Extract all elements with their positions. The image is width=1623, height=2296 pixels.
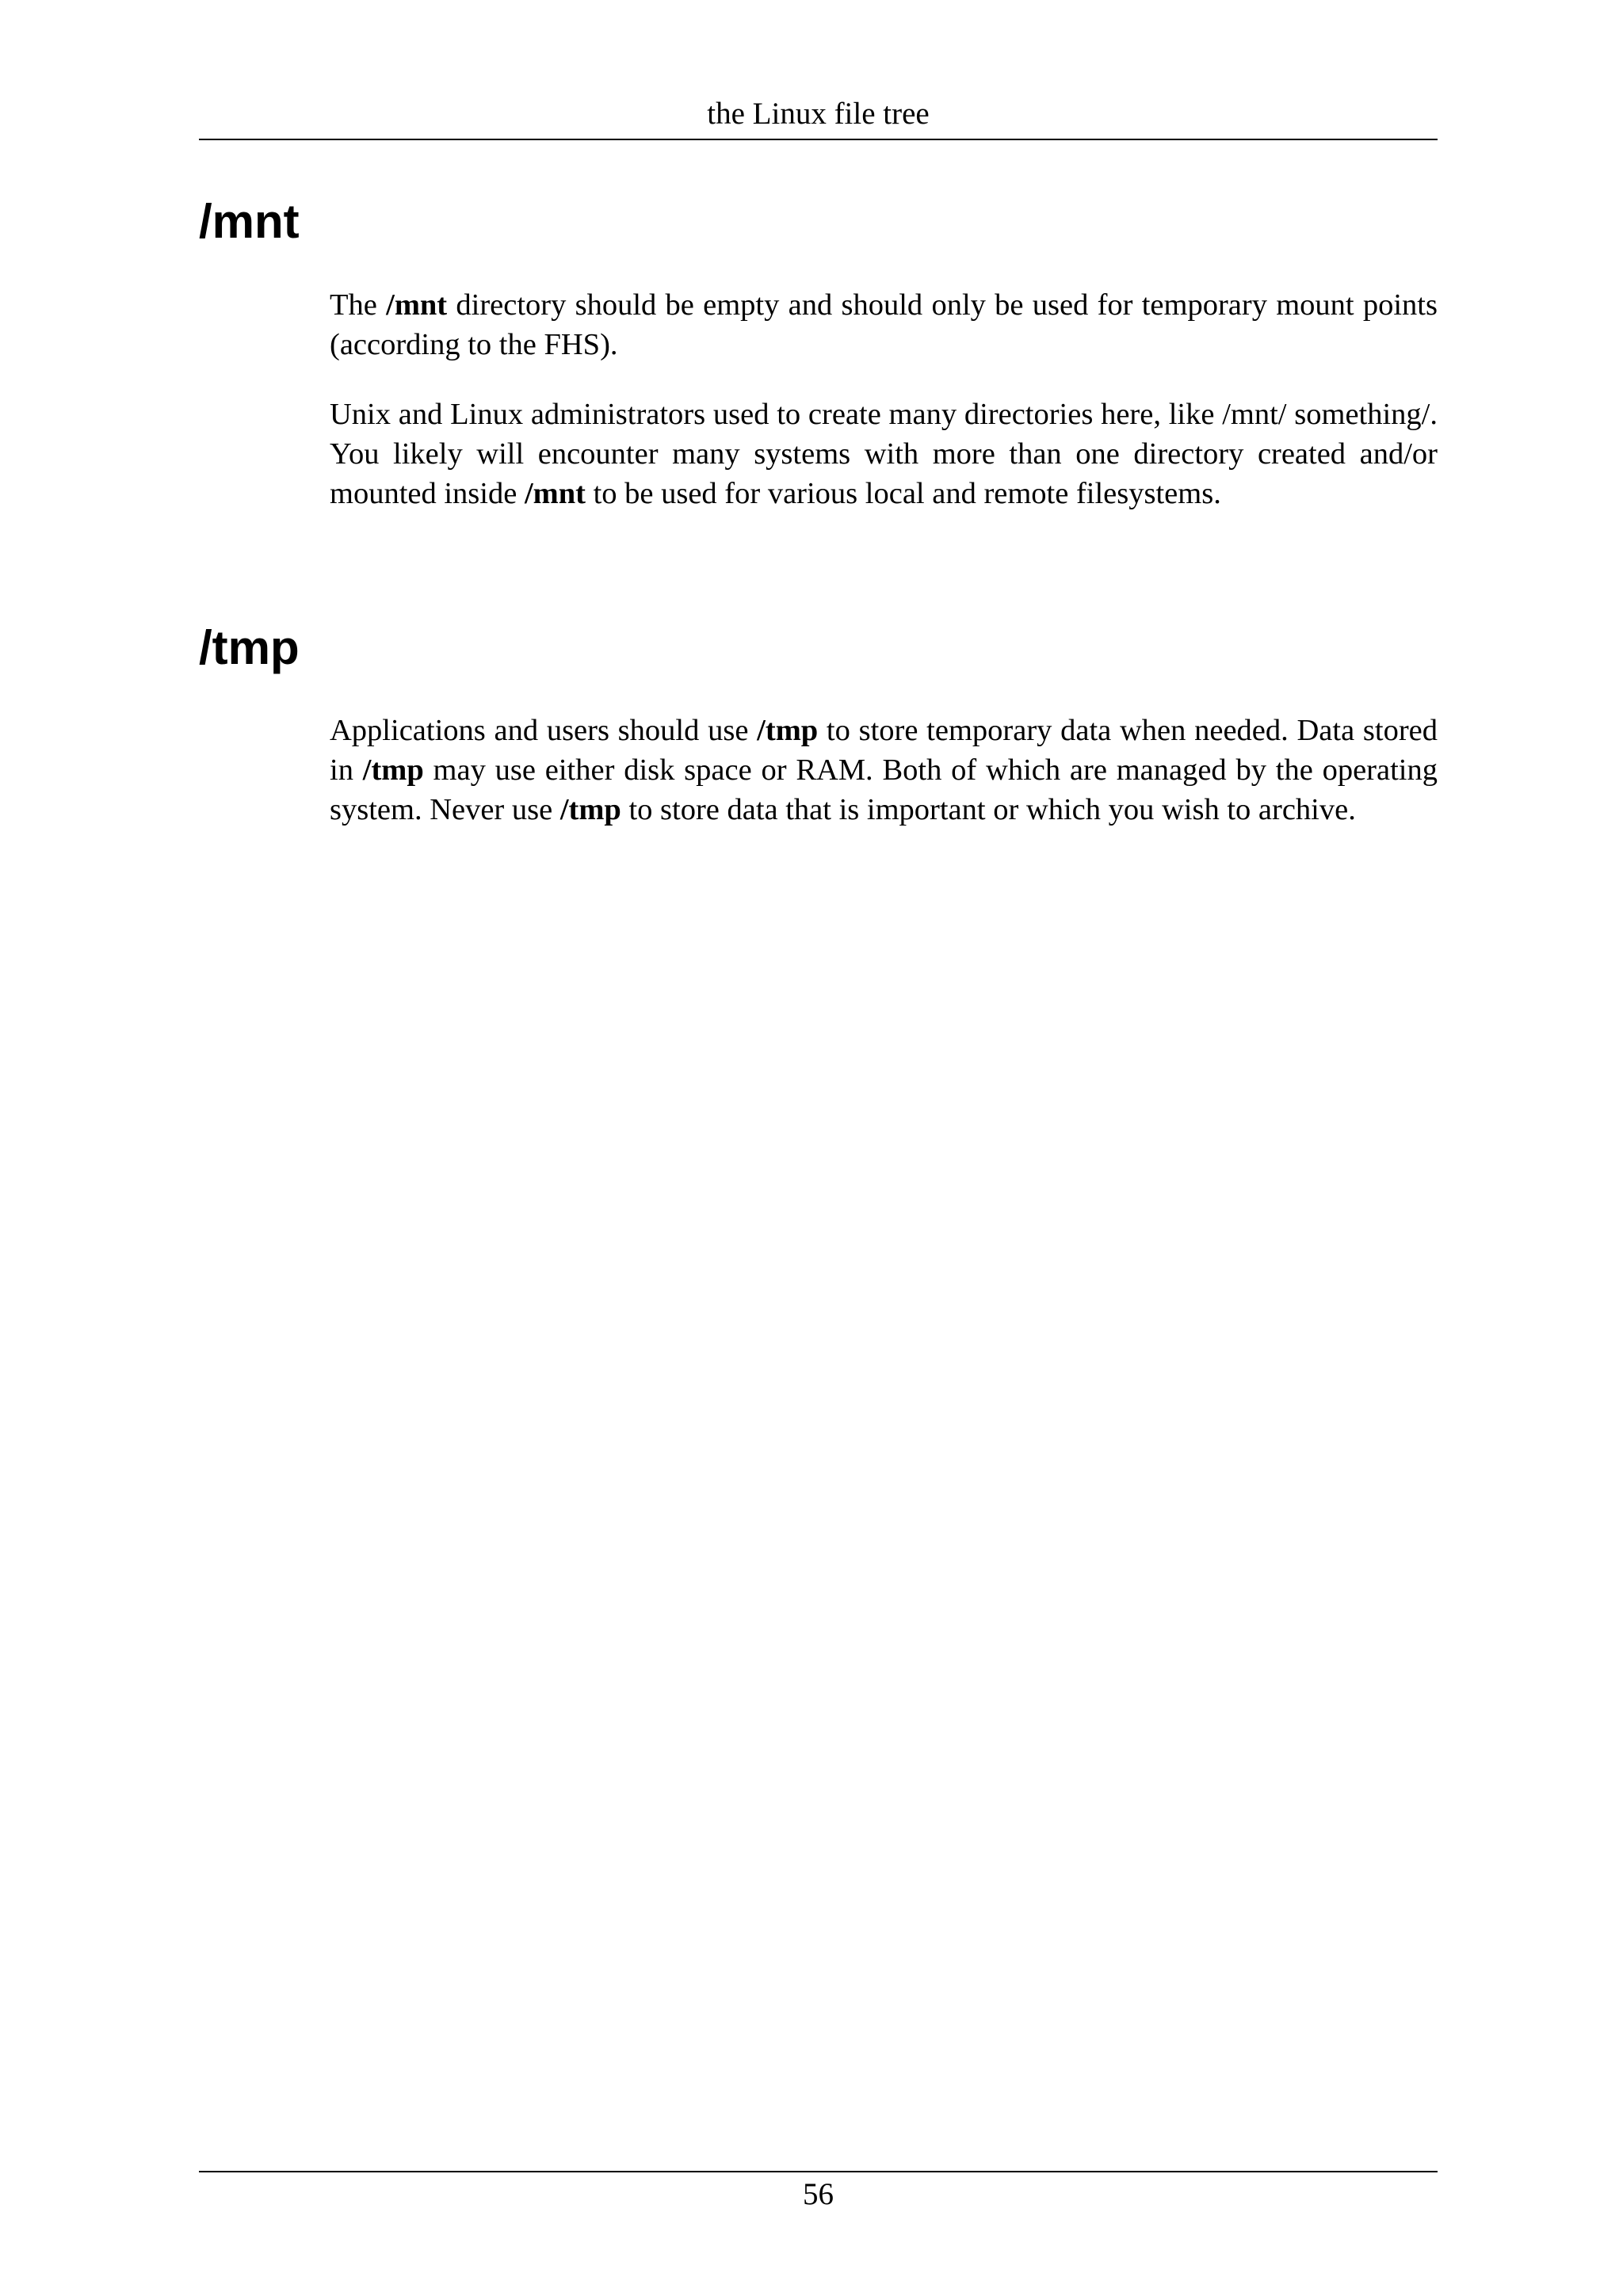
bold-path: /mnt (524, 477, 586, 510)
bold-path: /tmp (559, 793, 621, 826)
text-run: Applications and users should use (330, 714, 758, 747)
bold-path: /mnt (386, 288, 448, 322)
section-heading-tmp: /tmp (199, 621, 300, 674)
footer-rule (199, 2171, 1438, 2172)
section-body-tmp (330, 711, 1438, 830)
bold-path: /tmp (362, 753, 424, 787)
paragraph-mnt-1 (330, 285, 1438, 364)
text-run: Unix and Linux administrators used to create many directories here, like /mnt/ something/. You likely will encounter many systems with more than one directory created and/or mounted inside (330, 398, 1438, 510)
page-number: 56 (803, 2177, 834, 2211)
bold-path: /tmp (757, 714, 819, 747)
section-heading-mnt: /mnt (199, 195, 300, 248)
running-header: the Linux file tree (707, 97, 930, 131)
text-run: to store temporary data when needed. Data stored in (330, 714, 1438, 787)
header-rule (199, 139, 1438, 140)
text-run: may use either disk space or RAM. Both of which are managed by the operating system. Never use (330, 753, 1438, 826)
text-run: to store data that is important or which you wish to archive. (621, 793, 1356, 826)
text-run: to be used for various local and remote filesystems. (585, 477, 1221, 510)
text-run: directory should be empty and should only be used for temporary mount points (according to the FHS). (330, 288, 1438, 361)
section-body-mnt (330, 285, 1438, 513)
text-run: The (330, 288, 387, 322)
paragraph-mnt-2 (330, 395, 1438, 513)
paragraph-tmp-1 (330, 711, 1438, 830)
